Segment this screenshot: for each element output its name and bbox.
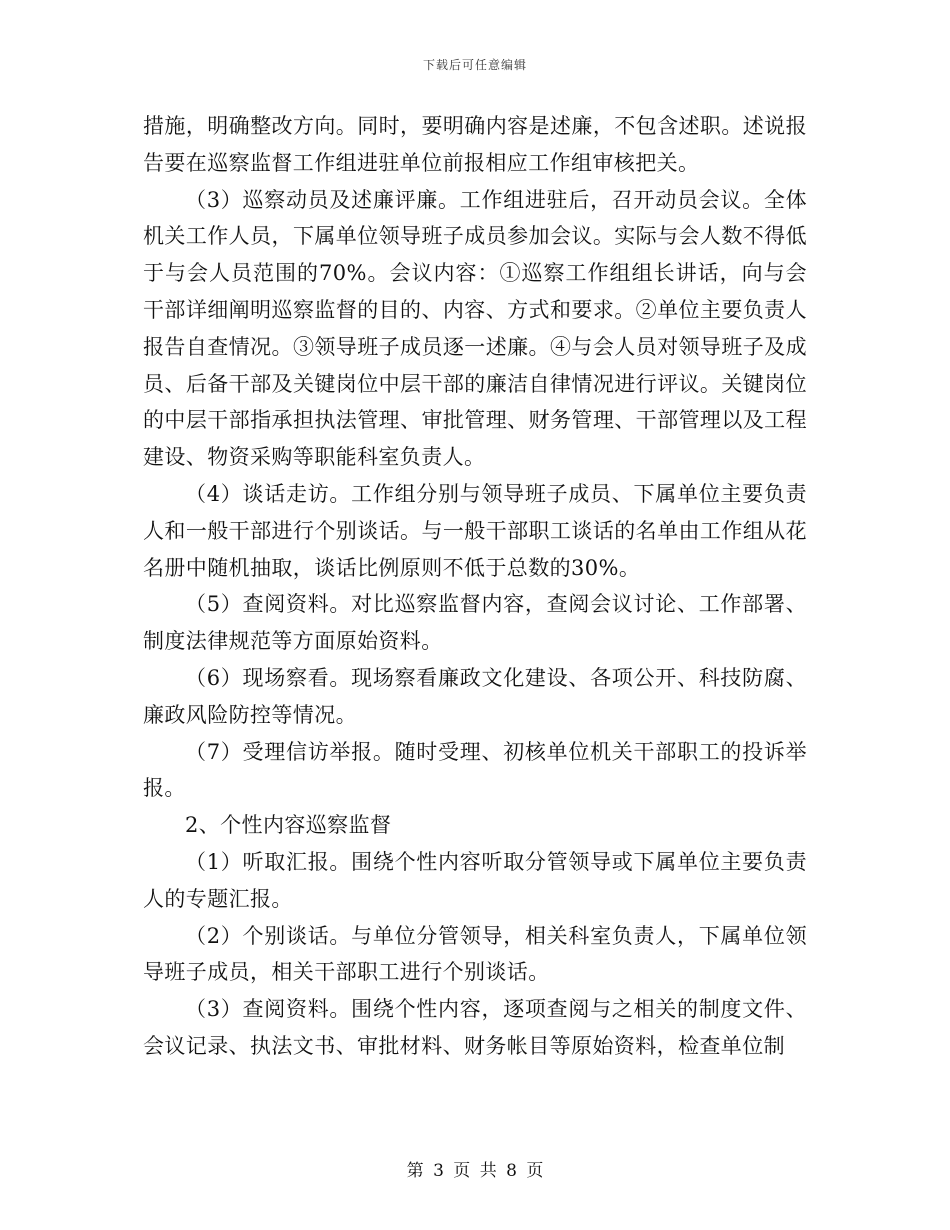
section-heading: 2、个性内容巡察监督 [185, 813, 392, 838]
paragraph-3: （4）谈话走访。工作组分别与领导班子成员、下属单位主要负责人和一般干部进行个别谈话。与一般干部职工谈话的名单由工作组从花名册中随机抽取，谈话比例原则不低于总数的30%。 [143, 481, 807, 580]
paragraph-9: （3）查阅资料。围绕个性内容，逐项查阅与之相关的制度文件、会议记录、执法文书、审批材料、财务帐目等原始资料，检查单位制 [143, 997, 807, 1058]
paragraph-4: （5）查阅资料。对比巡察监督内容，查阅会议讨论、工作部署、制度法律规范等方面原始资料。 [143, 592, 807, 654]
paragraph-6: （7）受理信访举报。随时受理、初核单位机关干部职工的投诉举报。 [143, 739, 807, 801]
paragraph-8: （2）个别谈话。与单位分管领导，相关科室负责人，下属单位领导班子成员，相关干部职工进行个别谈话。 [143, 923, 807, 985]
paragraph-5: （6）现场察看。现场察看廉政文化建设、各项公开、科技防腐、廉政风险防控等情况。 [143, 665, 807, 727]
paragraph-1: 措施，明确整改方向。同时，要明确内容是述廉，不包含述职。述说报告要在巡察监督工作组进驻单位前报相应工作组审核把关。 [143, 114, 807, 175]
page-header: 下载后可任意编辑 [422, 58, 527, 72]
document-body [143, 108, 807, 1065]
page-footer: 第 3 页 共 8 页 [406, 1161, 544, 1181]
paragraph-7: （1）听取汇报。围绕个性内容听取分管领导或下属单位主要负责人的专题汇报。 [143, 849, 807, 911]
paragraph-2: （3）巡察动员及述廉评廉。工作组进驻后，召开动员会议。全体机关工作人员，下属单位领导班子成员参加会议。实际与会人数不得低于与会人员范围的70%。会议内容：①巡察工作组组长讲话，向与会干部详细阐明巡察监督的目的、内容、方式和要求。②单位主要负责人报告自查情况。③领导班子成员逐一述廉。④与会人员对领导班子及成员、后备干部及关键岗位中层干部的廉洁自律情况进行评议。关键岗位的中层干部指承担执法管理、审批管理、财务管理、干部管理以及工程建设、物资采购等职能科室负责人。 [143, 187, 807, 470]
